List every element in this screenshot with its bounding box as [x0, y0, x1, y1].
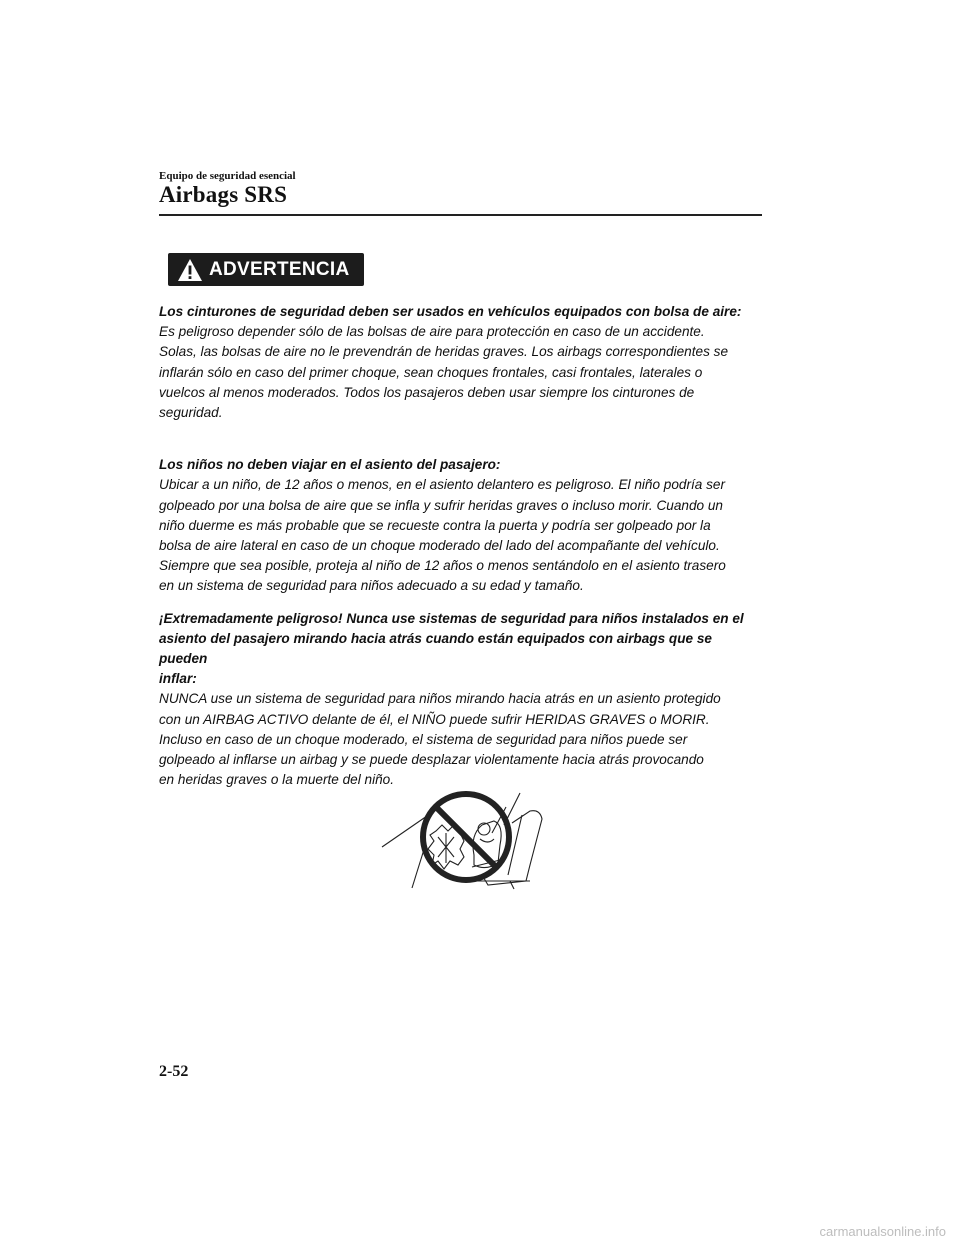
page-title: Airbags SRS — [159, 182, 288, 207]
rear-facing-warning-heading: inflar: — [159, 671, 197, 687]
warning-badge — [168, 253, 364, 286]
rear-facing-warning-heading: asiento del pasajero mirando hacia atrás cuando están equipados con airbags que se pueden — [159, 630, 712, 667]
warning-badge-label: ADVERTENCIA — [209, 258, 350, 280]
no-rear-facing-child-seat-icon — [380, 785, 555, 895]
body-line: inflarán sólo en caso del primer choque, sean choques frontales, casi frontales, laterales o — [159, 364, 703, 380]
body-line: Incluso en caso de un choque moderado, el sistema de seguridad para niños puede ser — [159, 731, 688, 747]
warning-body — [159, 302, 763, 790]
body-line: golpeado por una bolsa de aire que se infla y sufrir heridas graves o incluso morir. Cuando un — [159, 497, 723, 513]
body-line: en un sistema de seguridad para niños adecuado a su edad y tamaño. — [159, 578, 584, 594]
body-line: niño duerme es más probable que se recueste contra la puerta y podría ser golpeado por la — [159, 517, 711, 533]
title-divider — [159, 214, 762, 216]
body-line: NUNCA use un sistema de seguridad para niños mirando hacia atrás en un asiento protegido — [159, 691, 721, 707]
body-line: en heridas graves o la muerte del niño. — [159, 772, 395, 788]
body-line: con un AIRBAG ACTIVO delante de él, el NIÑO puede sufrir HERIDAS GRAVES o MORIR. — [159, 711, 710, 727]
body-line: Siempre que sea posible, proteja al niño de 12 años o menos sentándolo en el asiento trasero — [159, 558, 726, 574]
section-label: Equipo de seguridad esencial — [159, 170, 296, 182]
warning-triangle-icon — [177, 258, 203, 282]
body-line: Es peligroso depender sólo de las bolsas de aire para protección en caso de un accidente. — [159, 324, 705, 340]
body-line: vuelcos al menos moderados. Todos los pasajeros deben usar siempre los cinturones de — [159, 384, 695, 400]
seatbelt-warning-heading: Los cinturones de seguridad deben ser usados en vehículos equipados con bolsa de aire: — [159, 304, 742, 319]
body-line: Solas, las bolsas de aire no le prevendrán de heridas graves. Los airbags correspondientes se — [159, 344, 729, 360]
body-line: bolsa de aire lateral en caso de un choque moderado del lado del acompañante del vehículo. — [159, 538, 720, 554]
body-line: Ubicar a un niño, de 12 años o menos, en el asiento delantero es peligroso. El niño podría ser — [159, 477, 726, 493]
rear-facing-warning-heading: ¡Extremadamente peligroso! Nunca use sistemas de seguridad para niños instalados en el — [159, 610, 744, 626]
body-line: seguridad. — [159, 405, 223, 421]
child-warning-heading: Los niños no deben viajar en el asiento del pasajero: — [159, 457, 501, 473]
page-number: 2-52 — [159, 1063, 189, 1080]
watermark: carmanualsonline.info — [819, 1224, 946, 1239]
body-line: golpeado al inflarse un airbag y se puede desplazar violentamente hacia atrás provocando — [159, 752, 704, 768]
